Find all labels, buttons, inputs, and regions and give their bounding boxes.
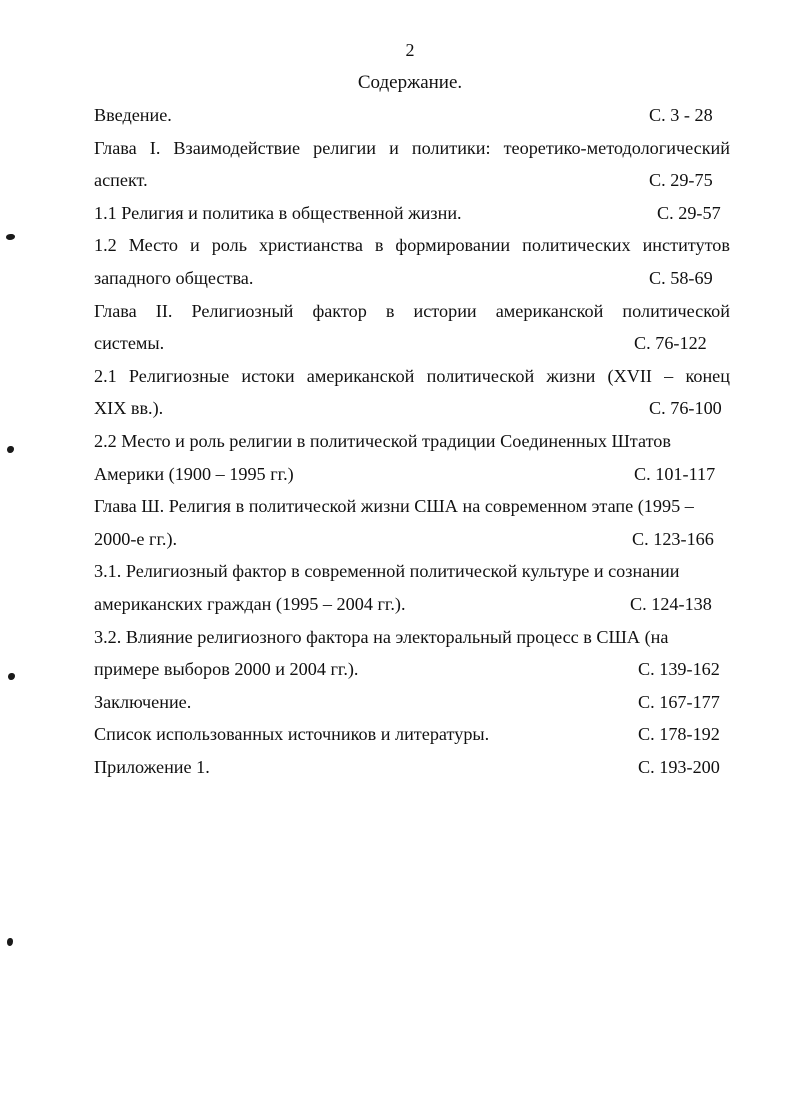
toc-entry-section-2-2 [94,425,730,490]
toc-entry-pages: С. 29-75 [649,170,713,191]
scan-mark [7,446,14,453]
scan-mark [6,234,15,240]
toc-entry-pages: С. 76-122 [634,333,707,354]
toc-entry-pages: С. 58-69 [649,267,713,288]
toc-entry-title: Список использованных источников и литературы. [94,724,490,745]
toc-entry-title-continued: XIX вв.). [94,398,164,419]
toc-entry-title: 3.1. Религиозный фактор в современной политической культуре и сознании [94,561,680,582]
toc-entry-title: Приложение 1. [94,756,210,777]
toc-entry-pages: С. 139-162 [638,659,720,680]
toc-entry-section-1-1 [94,197,730,230]
toc-entry-introduction [94,99,730,132]
toc-entry-title: Глава II. Религиозный фактор в истории американской политической [94,300,730,321]
toc-entry-chapter-3 [94,490,730,555]
toc-entry-title-continued: примере выборов 2000 и 2004 гг.). [94,659,359,680]
toc-entry-appendix-1 [94,751,730,784]
toc-entry-section-3-2 [94,621,730,686]
toc-entry-title: 3.2. Влияние религиозного фактора на электоральный процесс в США (на [94,626,669,647]
scan-mark [7,938,13,946]
toc-entry-pages: С. 29-57 [657,202,721,223]
toc-entry-title: 1.2 Место и роль христианства в формировании политических институтов [94,235,730,256]
toc-entry-chapter-1 [94,132,730,197]
toc-entry-pages: С. 76-100 [649,398,722,419]
toc-entry-section-1-2 [94,229,730,294]
toc-entry-pages: С. 3 - 28 [649,105,713,125]
toc-entry-title: 2.2 Место и роль религии в политической традиции Соединенных Штатов [94,430,671,451]
toc-entry-pages: С. 123-166 [632,528,714,549]
toc-entry-pages: С. 167-177 [638,691,720,712]
toc-entry-title-continued: аспект. [94,170,148,191]
toc-entry-pages: С. 101-117 [634,463,716,484]
scan-mark [8,673,15,680]
toc-entry-title: Глава Ш. Религия в политической жизни США на современном этапе (1995 – [94,496,694,517]
toc-entry-title: Глава I. Взаимодействие религии и политики: теоретико-методологический [94,137,730,158]
table-of-contents [94,99,730,783]
page-number: 2 [405,40,415,60]
toc-entry-title: Заключение. [94,691,192,712]
toc-entry-title: 2.1 Религиозные истоки американской политической жизни (XVII – конец [94,365,730,386]
toc-entry-title-continued: западного общества. [94,267,254,288]
toc-entry-conclusion [94,686,730,719]
toc-entry-title-continued: американских граждан (1995 – 2004 гг.). [94,593,406,614]
toc-entry-pages: С. 193-200 [638,756,720,777]
toc-entry-title-continued: системы. [94,333,165,354]
toc-entry-title-continued: 2000-е гг.). [94,528,178,549]
toc-entry-chapter-2 [94,295,730,360]
toc-entry-section-2-1 [94,360,730,425]
toc-entry-section-3-1 [94,555,730,620]
toc-entry-bibliography [94,718,730,751]
toc-heading: Содержание. [357,72,463,93]
toc-entry-title: Введение. [94,105,172,125]
toc-entry-title-continued: Америки (1900 – 1995 гг.) [94,463,294,484]
toc-entry-pages: С. 178-192 [638,724,720,745]
toc-entry-pages: С. 124-138 [630,593,712,614]
toc-entry-title: 1.1 Религия и политика в общественной жизни. [94,202,462,223]
